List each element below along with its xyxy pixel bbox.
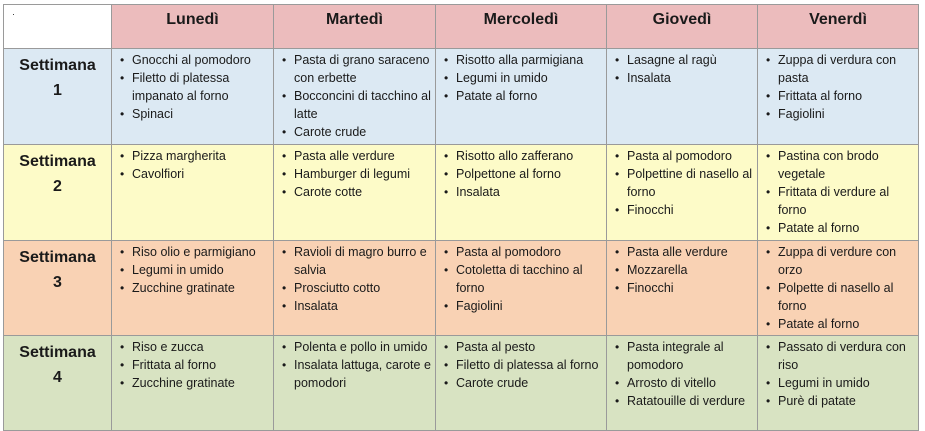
meal-item: • Patate al forno [764, 219, 914, 237]
meal-item: • Filetto di platessa impanato al forno [118, 69, 269, 105]
meal-item: • Polpettone al forno [442, 165, 602, 183]
meal-item: • Pasta integrale al pomodoro [613, 338, 753, 374]
week-number: 1 [53, 82, 62, 99]
meal-item: • Pasta al pomodoro [613, 147, 753, 165]
meal-cell-wednesday [436, 336, 607, 431]
meal-item: • Risotto alla parmigiana [442, 51, 602, 69]
meal-list [274, 145, 435, 201]
week-number: 2 [53, 178, 62, 195]
meal-list [758, 49, 918, 123]
meal-cell-wednesday [436, 49, 607, 145]
meal-list [607, 336, 757, 410]
meal-item: • Spinaci [118, 105, 269, 123]
meal-cell-monday [112, 336, 274, 431]
meal-item: • Frittata al forno [118, 356, 269, 374]
meal-cell-monday [112, 241, 274, 336]
meal-item: • Ravioli di magro burro e salvia [280, 243, 431, 279]
meal-item: • Cavolfiori [118, 165, 269, 183]
meal-item: • Zucchine gratinate [118, 374, 269, 392]
week-row-2 [4, 145, 919, 241]
meal-item: • Polpette di nasello al forno [764, 279, 914, 315]
meal-item: • Polpettine di nasello al forno [613, 165, 753, 201]
meal-item: • Zucchine gratinate [118, 279, 269, 297]
week-label-cell [4, 241, 112, 336]
meal-item: • Insalata [613, 69, 753, 87]
corner-cell [4, 5, 112, 49]
meal-cell-tuesday [274, 49, 436, 145]
meal-item: • Fagiolini [442, 297, 602, 315]
meal-list [436, 241, 606, 315]
meal-list [274, 336, 435, 392]
meal-item: • Hamburger di legumi [280, 165, 431, 183]
meal-list [112, 336, 273, 392]
meal-item: • Cotoletta di tacchino al forno [442, 261, 602, 297]
meal-item: • Riso e zucca [118, 338, 269, 356]
header-row [4, 5, 919, 49]
week-row-1 [4, 49, 919, 145]
corner-mark: · [12, 9, 15, 19]
meal-item: • Legumi in umido [442, 69, 602, 87]
meal-item: • Pizza margherita [118, 147, 269, 165]
meal-cell-thursday [607, 241, 758, 336]
meal-cell-friday [758, 49, 919, 145]
meal-list [758, 336, 918, 410]
meal-item: • Insalata [280, 297, 431, 315]
meal-list [607, 49, 757, 87]
meal-item: • Carote crude [442, 374, 602, 392]
meal-item: • Legumi in umido [118, 261, 269, 279]
meal-item: • Zuppa di verdura con pasta [764, 51, 914, 87]
meal-item: • Zuppa di verdure con orzo [764, 243, 914, 279]
meal-item: • Pasta al pomodoro [442, 243, 602, 261]
meal-item: • Pastina con brodo vegetale [764, 147, 914, 183]
meal-item: • Bocconcini di tacchino al latte [280, 87, 431, 123]
meal-cell-tuesday [274, 241, 436, 336]
meal-item: • Pasta al pesto [442, 338, 602, 356]
meal-item: • Prosciutto cotto [280, 279, 431, 297]
meal-list [112, 49, 273, 123]
meal-item: • Gnocchi al pomodoro [118, 51, 269, 69]
meal-list [758, 145, 918, 237]
week-row-4 [4, 336, 919, 431]
meal-list [436, 336, 606, 392]
meal-list [112, 241, 273, 297]
meal-list [274, 49, 435, 141]
weekly-menu-table [3, 4, 919, 431]
week-label: Settimana [19, 344, 96, 361]
meal-item: • Risotto allo zafferano [442, 147, 602, 165]
meal-list [274, 241, 435, 315]
meal-item: • Finocchi [613, 201, 753, 219]
meal-item: • Finocchi [613, 279, 753, 297]
meal-item: • Legumi in umido [764, 374, 914, 392]
meal-list [112, 145, 273, 183]
meal-cell-thursday [607, 145, 758, 241]
meal-item: • Arrosto di vitello [613, 374, 753, 392]
meal-item: • Lasagne al ragù [613, 51, 753, 69]
meal-cell-tuesday [274, 336, 436, 431]
day-header-wednesday: Mercoledì [436, 5, 607, 49]
meal-item: • Insalata lattuga, carote e pomodori [280, 356, 431, 392]
meal-item: • Polenta e pollo in umido [280, 338, 431, 356]
meal-item: • Fagiolini [764, 105, 914, 123]
meal-item: • Ratatouille di verdure [613, 392, 753, 410]
meal-item: • Purè di patate [764, 392, 914, 410]
meal-item: • Frittata di verdure al forno [764, 183, 914, 219]
meal-list [436, 145, 606, 201]
meal-list [758, 241, 918, 333]
meal-item: • Patate al forno [442, 87, 602, 105]
week-row-3 [4, 241, 919, 336]
meal-list [607, 145, 757, 219]
meal-item: • Passato di verdura con riso [764, 338, 914, 374]
day-header-tuesday: Martedì [274, 5, 436, 49]
meal-item: • Pasta alle verdure [613, 243, 753, 261]
week-number: 3 [53, 274, 62, 291]
week-label: Settimana [19, 57, 96, 74]
week-label: Settimana [19, 249, 96, 266]
day-header-thursday: Giovedì [607, 5, 758, 49]
meal-item: • Riso olio e parmigiano [118, 243, 269, 261]
meal-cell-wednesday [436, 241, 607, 336]
week-label-cell [4, 336, 112, 431]
meal-item: • Pasta alle verdure [280, 147, 431, 165]
meal-item: • Carote crude [280, 123, 431, 141]
meal-item: • Frittata al forno [764, 87, 914, 105]
meal-item: • Insalata [442, 183, 602, 201]
week-number: 4 [53, 369, 62, 386]
meal-item: • Patate al forno [764, 315, 914, 333]
meal-cell-tuesday [274, 145, 436, 241]
meal-cell-monday [112, 49, 274, 145]
day-header-friday: Venerdì [758, 5, 919, 49]
meal-cell-monday [112, 145, 274, 241]
meal-item: • Pasta di grano saraceno con erbette [280, 51, 431, 87]
meal-cell-wednesday [436, 145, 607, 241]
week-label-cell [4, 49, 112, 145]
meal-cell-thursday [607, 336, 758, 431]
week-label: Settimana [19, 153, 96, 170]
meal-list [607, 241, 757, 297]
meal-cell-friday [758, 145, 919, 241]
meal-item: • Mozzarella [613, 261, 753, 279]
day-header-monday: Lunedì [112, 5, 274, 49]
meal-cell-thursday [607, 49, 758, 145]
week-label-cell [4, 145, 112, 241]
meal-item: • Filetto di platessa al forno [442, 356, 602, 374]
meal-list [436, 49, 606, 105]
meal-item: • Carote cotte [280, 183, 431, 201]
meal-cell-friday [758, 241, 919, 336]
meal-cell-friday [758, 336, 919, 431]
